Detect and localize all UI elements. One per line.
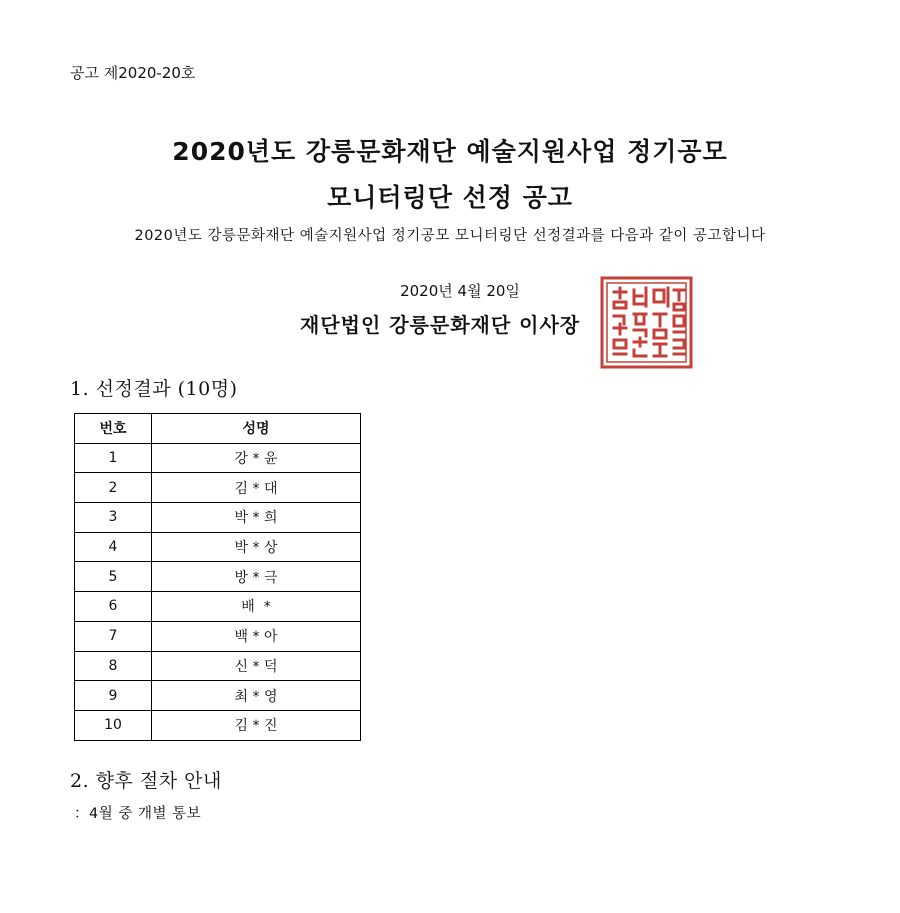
row-name: 백 * 아 — [152, 621, 361, 651]
table-header-row — [75, 414, 361, 444]
table-row — [75, 532, 361, 562]
row-name: 박 * 희 — [152, 503, 361, 533]
row-number: 8 — [75, 651, 152, 681]
table-row — [75, 681, 361, 711]
column-header-number: 번호 — [75, 414, 152, 444]
row-number: 1 — [75, 443, 152, 473]
table-row — [75, 562, 361, 592]
intro-text: 2020년도 강릉문화재단 예술지원사업 정기공모 모니터링단 선정결과를 다음과 같이 공고합니다 — [134, 228, 766, 244]
table-row — [75, 592, 361, 622]
row-number: 5 — [75, 562, 152, 592]
table-row — [75, 443, 361, 473]
signer-name: 재단법인 강릉문화재단 이사장 — [300, 313, 581, 337]
row-name: 김 * 대 — [152, 473, 361, 503]
table-row — [75, 621, 361, 651]
section-2-title: 2. 향후 절차 안내 — [70, 770, 222, 792]
page-subtitle: 모니터링단 선정 공고 — [327, 183, 573, 212]
section-1-title: 1. 선정결과 (10명) — [70, 378, 238, 400]
row-number: 9 — [75, 681, 152, 711]
row-number: 3 — [75, 503, 152, 533]
row-name: 김 * 진 — [152, 710, 361, 740]
row-number: 6 — [75, 592, 152, 622]
table-row — [75, 503, 361, 533]
notice-number: 공고 제2020-20호 — [70, 64, 196, 82]
row-name: 방 * 극 — [152, 562, 361, 592]
table-row — [75, 710, 361, 740]
row-number: 7 — [75, 621, 152, 651]
row-name: 신 * 덕 — [152, 651, 361, 681]
row-name: 박 * 상 — [152, 532, 361, 562]
row-number: 4 — [75, 532, 152, 562]
official-seal-image — [600, 276, 693, 369]
followup-text: ：4월 중 개별 통보 — [74, 806, 202, 822]
column-header-name: 성명 — [152, 414, 361, 444]
table-row — [75, 651, 361, 681]
page-title: 2020년도 강릉문화재단 예술지원사업 정기공모 — [172, 137, 728, 166]
row-name: 배 * — [152, 592, 361, 622]
row-number: 2 — [75, 473, 152, 503]
announcement-date: 2020년 4월 20일 — [400, 282, 520, 300]
row-name: 최 * 영 — [152, 681, 361, 711]
row-name: 강 * 윤 — [152, 443, 361, 473]
selection-result-table — [74, 413, 361, 741]
table-row — [75, 473, 361, 503]
row-number: 10 — [75, 710, 152, 740]
